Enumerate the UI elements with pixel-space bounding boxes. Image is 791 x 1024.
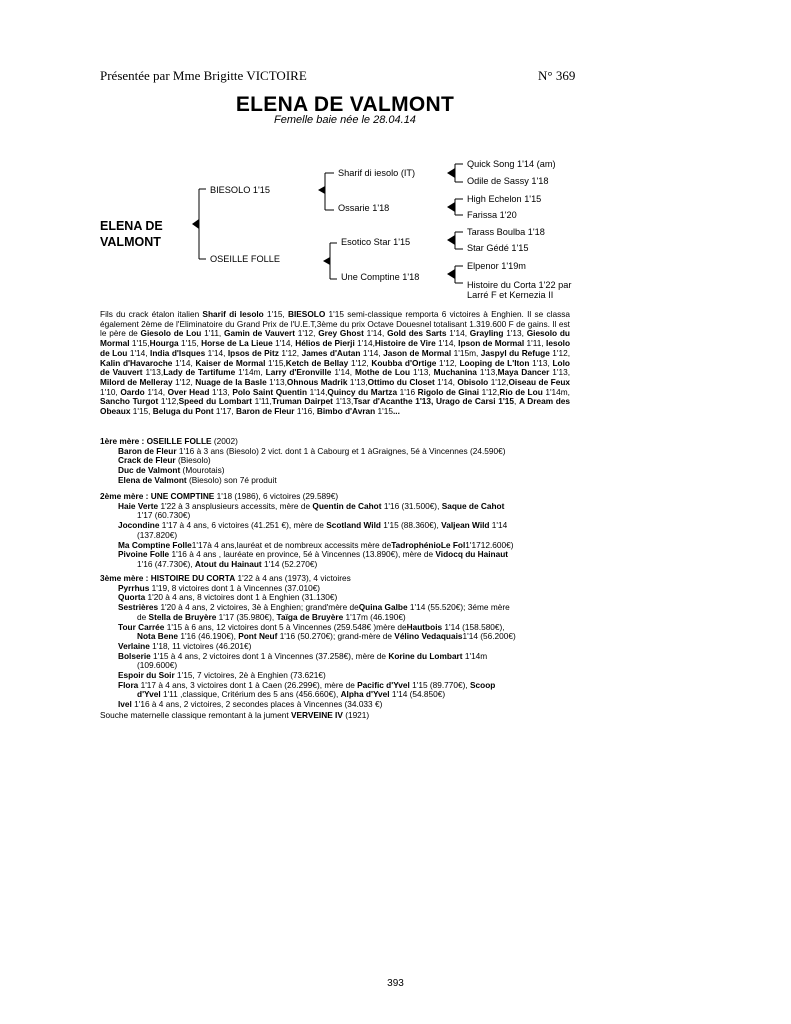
offspring-name: Histoire de Vire [374,338,436,349]
offspring-name: Bimbo d'Avran [316,406,376,417]
horse-name [100,218,163,250]
offspring-record: 1'13, [209,386,233,397]
ggp-5: Tarass Boulba 1'18 [467,227,545,237]
page-subtitle: Femelle baie née le 28.04.14 [274,114,416,126]
offspring-name: Oiseau de Feux [508,376,571,387]
ggp-3: High Echelon 1'15 [467,194,542,204]
offspring-name: Kaiser de Mormal [195,357,266,368]
second-dam-section: 2ème mère : UNE COMPTINE 1'18 (1986), 6 victoires (29.589€) Haie Verte 1'22 à 3 ansplusieurs accessits, mère de Quentin de Cahot 1'16 (31.500€), Saque de Cahot 1'17 (60.730€) Jocondine 1'17 à 4 ans, 6 victoires (41.251 €), mère de Scotland Wild 1'15 (88.360€), Valjean Wild 1'14 (137.820€) Ma Comptine Folle1'17à 4 ans,lauréat et de nombreux accessits mère deTadrophénioLe Fol1'1712.600€) Pivoine Folle 1'16 à 4 ans , lauréate en province, 5é à Vincennes (13.890€), mère de Vidocq du Hainaut 1'16 (47.730€), Atout du Hainaut 1'14 (52.270€) [100,491,514,569]
offspring-record: 1'15, [265,357,286,368]
offspring-record: 1'13, [503,328,527,339]
offspring-name: Ketch de Bellay [285,357,349,368]
offspring-name: Maya Dancer [497,367,550,378]
offspring-record: 1'14, [144,386,168,397]
offspring-name: Obisolo [457,376,489,387]
offspring-record: 1'17, [213,406,236,417]
sire-description: Fils du crack étalon italien Sharif di Iesolo 1'15, BIESOLO 1'15 semi-classique remporta 6 victoires à Enghien. Il se classa également 2ème de l'Eliminatoire du Grand Prix de l'U.E.T,3ème du prix Octave Douesnel totalisant 1.319.600 F de gains. Il est le père de Giesolo de Lou 1'11, Gamin de Vauvert 1'12, Grey Ghost 1'14, Gold des Sarts 1'14, Grayling 1'13, Giesolo du Mormal 1'15,Hourga 1'15, Horse de La Lieue 1'14, Hélios de Pierji 1'14,Histoire de Vire 1'14, Ipson de Mormal 1'11, Iesolo de Lou 1'14, India d'Isques 1'14, Ipsos de Pitz 1'12, James d'Autan 1'14, Jason de Mormal 1'15m, Jaspyl du Refuge 1'12, Kalin d'Havaroche 1'14, Kaiser de Mormal 1'15,Ketch de Bellay 1'12, Koubba d'Ortige 1'12, Looping de L'Iton 1'13, Lolo de Vauvert 1'13,Lady de Tartifume 1'14m, Larry d'Eronville 1'14, Mothe de Lou 1'13, Muchanina 1'13,Maya Dancer 1'13, Milord de Melleray 1'12, Nuage de la Basle 1'13,Ohnous Madrik 1'13,Ottimo du Closet 1'14, Obisolo 1'12,Oiseau de Feux 1'10, Oardo 1'14, Over Head 1'13, Polo Saint Quentin 1'14,Quincy du Martza 1'16 Rigolo de Ginai 1'12,Rio de Lou 1'14m, Sancho Turgot 1'12,Speed du Lombart 1'11,Truman Dairpet 1'13,Tsar d'Acanthe 1'13, Urago de Carsi 1'15, A Dream des Obeaux 1'15, Beluga du Pont 1'17, Baron de Fleur 1'16, Bimbo d'Avran 1'15... [100,309,571,417]
offspring-record: 1'14, [172,357,196,368]
offspring-name: Jason de Mormal [383,347,452,358]
offspring-list [100,328,570,416]
offspring-record: 1'13, [476,367,498,378]
offspring-record: 1'15, [130,406,153,417]
offspring-record: 1'13, [266,376,287,387]
offspring-record: 1'13, [347,376,368,387]
offspring-record: 1'14, [354,338,375,349]
offspring-record: 1'13, [529,357,553,368]
offspring-record: 1'15 [375,406,393,417]
page-number: 393 [387,978,404,989]
offspring-record: 1'12, [549,347,571,358]
offspring-name: Truman Dairpet [271,396,333,407]
offspring-name: Ipson de Mormal [458,338,525,349]
offspring-record: 1'15, [178,338,202,349]
offspring-record: 1'16, [294,406,317,417]
offspring-name: Jaspyl du Refuge [480,347,550,358]
offspring-name: Horse de La Lieue [201,338,273,349]
sire-dam: Ossarie 1'18 [338,203,390,213]
offspring-name: Rigolo de Ginai [417,386,480,397]
offspring-record: 1'14, [360,347,384,358]
offspring-name: Giesolo de Lou [140,328,202,339]
page-title: ELENA DE VALMONT [235,93,455,116]
offspring-record: 1'14, [435,338,459,349]
offspring-record: 1'13, [142,367,164,378]
offspring-name: Ottimo du Closet [367,376,435,387]
ggp-4: Farissa 1'20 [467,210,517,220]
offspring-record: 1'13, [332,396,354,407]
offspring-name: Baron de Fleur [235,406,295,417]
offspring-record: 1'15, [129,338,150,349]
offspring-record: 1'11, [524,338,547,349]
first-dam-section: 1ère mère : OSEILLE FOLLE (2002) Baron de Fleur 1'16 à 3 ans (Biesolo) 2 vict. dont 1 à Cabourg et 1 àGraignes, 5é à Vincennes (24.590€) Crack de Fleur (Biesolo) Duc de Valmont (Mourotais) Elena de Valmont (Biesolo) son 7é produit [100,436,506,485]
offspring-record: 1'12, [436,357,460,368]
offspring-record: 1'14, [307,386,328,397]
offspring-record: 1'10, [100,386,121,397]
offspring-name: Grey Ghost [318,328,364,339]
offspring-name: Muchanina [433,367,477,378]
catalog-number: N° 369 [538,68,576,83]
offspring-name: James d'Autan [301,347,361,358]
offspring-record: , [514,396,519,407]
ggp-9: Larré F et Kernezia II [467,290,554,300]
offspring-record: 1'12, [294,328,319,339]
offspring-record: 1'14m, [542,386,570,397]
ggp-1: Quick Song 1'14 (am) [467,159,556,169]
offspring-record: 1'14, [363,328,388,339]
offspring-name: Polo Saint Quentin [232,386,308,397]
dam-dam: Une Comptine 1'18 [341,272,420,282]
dam: OSEILLE FOLLE [210,254,280,264]
offspring-name: Hourga [149,338,179,349]
dam-sire: Esotico Star 1'15 [341,237,411,247]
maternal-line: Souche maternelle classique remontant à la jument VERVEINE IV (1921) [100,710,370,720]
sire-sire: Sharif di iesolo (IT) [338,168,416,178]
offspring-name: Hélios de Pierji [295,338,355,349]
offspring-record: 1'12, [278,347,302,358]
offspring-name: Quincy du Martza [327,386,398,397]
offspring-record: 1'12, [479,386,500,397]
offspring-name: Ohnous Madrik [286,376,348,387]
offspring-name: Lolo de Vauvert [100,357,570,378]
offspring-record: 1'16 [397,386,418,397]
offspring-record: 1'14m, [235,367,266,378]
offspring-record: 1'14, [272,338,296,349]
offspring-name: Milord de Melleray [100,376,173,387]
ggp-8: Histoire du Corta 1'22 par [467,280,572,290]
offspring-record: 1'12, [488,376,509,387]
offspring-name: Lady de Tartifume [163,367,236,378]
offspring-name: Nuage de la Basle [195,376,267,387]
offspring-name: Sancho Turgot [100,396,159,407]
offspring-name: Grayling [469,328,504,339]
offspring-record: 1'11, [201,328,224,339]
offspring-name: Over Head [167,386,210,397]
offspring-name: Oardo [120,386,145,397]
offspring-name: Koubba d'Ortige [371,357,437,368]
offspring-record: 1'15m, [451,347,481,358]
offspring-name: Tsar d'Acanthe 1'13, Urago de Carsi 1'15 [353,396,515,407]
offspring-record: 1'13, [549,367,571,378]
offspring-name: Gamin de Vauvert [224,328,295,339]
offspring-record: 1'13, [410,367,434,378]
offspring-name: India d'Isques [150,347,206,358]
offspring-name: Mothe de Lou [354,367,411,378]
offspring-record: 1'14, [205,347,228,358]
offspring-name: Gold des Sarts [387,328,447,339]
pedigree-lines [0,0,791,310]
horse-name-line2: VALMONT [100,235,161,249]
third-dam-section: 3ème mère : HISTOIRE DU CORTA 1'22 à 4 ans (1973), 4 victoires Pyrrhus 1'19, 8 victoires dont 1 à Vincennes (37.010€) Quorta 1'20 à 4 ans, 8 victoires dont 1 à Enghien (31.130€) Sestrières 1'20 à 4 ans, 2 victoires, 3è à Enghien; grand'mère deQuina Galbe 1'14 (55.520€); 3éme mère de Stella de Bruyère 1'17 (35.980€), Taïga de Bruyère 1'17m (46.190€) Tour Carrée 1'15 à 6 ans, 12 victoires dont 5 à Vincennes (259.548€ )mère deHautbois 1'14 (158.580€), Nota Bene 1'16 (46.190€), Pont Neuf 1'16 (50.270€); grand-mère de Vélino Vedaquais1'14 (56.200€) Verlaine 1'18, 11 victoires (46.201€) Bolserie 1'15 à 4 ans, 2 victoires dont 1 à Vincennes (37.258€), mère de Korine du Lombart 1'14m (109.600€) Espoir du Soir 1'15, 7 victoires, 2è à Enghien (73.621€) Flora 1'17 à 4 ans, 3 victoires dont 1 à Caen (26.299€), mère de Pacific d'Yvel 1'15 (89.770€), Scoop d'Yvel 1'11 ,classique, Critérium des 5 ans (456.660€), Alpha d'Yvel 1'14 (54.850€) Ivel 1'16 à 4 ans, 2 victoires, 2 secondes places à Vincennes (34.033 €) [100,573,516,710]
presenter-text: Présentée par Mme Brigitte VICTOIRE [100,68,307,83]
horse-name-line1: ELENA DE [100,219,163,233]
offspring-record: 1'11, [252,396,272,407]
offspring-name: Kalin d'Havaroche [100,357,173,368]
offspring-record: 1'12, [348,357,372,368]
offspring-name: Iesolo de Lou [100,338,571,358]
offspring-name: Looping de L'Iton [459,357,530,368]
offspring-record: 1'14, [331,367,355,378]
offspring-name: ... [392,406,400,417]
ggp-6: Star Gédé 1'15 [467,243,529,253]
offspring-name: Speed du Lombart [178,396,253,407]
offspring-name: Rio de Lou [499,386,543,397]
offspring-name: Ipsos de Pitz [227,347,279,358]
offspring-record: 1'12, [158,396,179,407]
ggp-2: Odile de Sassy 1'18 [467,176,549,186]
offspring-record: 1'14, [446,328,470,339]
ggp-7: Elpenor 1'19m [467,261,526,271]
offspring-record: 1'14, [127,347,151,358]
offspring-name: Beluga du Pont [152,406,214,417]
offspring-name: Larry d'Eronville [265,367,332,378]
offspring-name: A Dream des Obeaux [100,396,570,417]
offspring-name: Giesolo du Mormal [100,328,571,349]
offspring-record: 1'14, [434,376,458,387]
offspring-record: 1'12, [172,376,196,387]
sire: BIESOLO 1'15 [210,185,270,195]
